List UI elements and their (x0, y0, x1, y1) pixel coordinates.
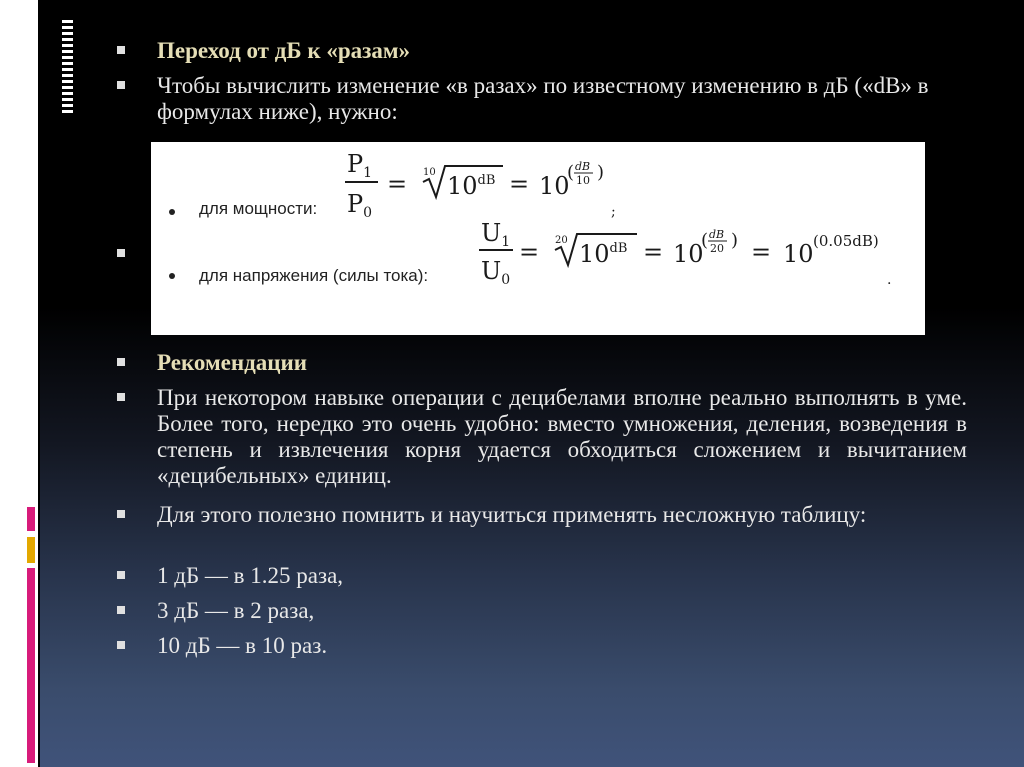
voltage-radicand: $10^{dB}$ (579, 240, 628, 268)
heading-text: Рекомендации (157, 350, 307, 375)
voltage-eq-2: = (643, 238, 664, 266)
power-exp-paren-close: ) (597, 162, 605, 183)
bullet-square-icon (117, 73, 126, 82)
accent-bar-pink-top (27, 507, 35, 531)
bullet-square-icon (117, 385, 126, 394)
formula-image (151, 142, 925, 335)
voltage-lhs-den: $U_0$ (481, 257, 511, 288)
power-exp-den: 10 (576, 174, 590, 187)
voltage-root-index: 20 (555, 235, 568, 246)
bullet-square-icon (117, 633, 126, 642)
table-intro-text: Для этого полезно помнить и научиться применять несложную таблицу: (157, 502, 867, 527)
bullet-square-icon (117, 502, 126, 511)
power-eq-2: = (509, 170, 530, 198)
voltage-exp-paren-open: ( (701, 230, 709, 251)
bullet-square-icon (117, 38, 126, 47)
power-base: 10 (539, 172, 570, 200)
power-label: для мощности: (199, 199, 318, 218)
intro-text: Чтобы вычислить изменение «в разах» по известному изменению в дБ («dB» в формулах ниже), нужно: (157, 73, 929, 124)
voltage-alt-exp: (0.05dB) (813, 232, 879, 250)
power-lhs-den: $P_0$ (347, 190, 373, 221)
power-exp-paren-open: ( (567, 162, 575, 183)
accent-bar-gold (27, 537, 35, 563)
power-lhs-num: $P_1$ (347, 150, 373, 181)
voltage-exp-paren-close: ) (731, 230, 739, 251)
voltage-label: для напряжения (силы тока): (199, 266, 429, 285)
voltage-exp-num: dB (709, 228, 725, 241)
voltage-lhs-num: $U_1$ (481, 219, 511, 250)
power-exp-num: dB (575, 160, 591, 173)
bullet-square-icon (117, 350, 126, 359)
power-root-index: 10 (423, 167, 436, 178)
power-trailing-mark: ; (611, 204, 616, 220)
recommendation-text: При некотором навыке операции с децибелами вполне реально выполнять в уме. Более того, нередко это очень удобно: вместо умножения, деления, возведения в степень и извлечения корня удается обходиться сложением и вычитанием «децибельных» единиц. (157, 385, 967, 488)
voltage-trailing-dot: . (887, 272, 892, 288)
voltage-base-2: 10 (783, 240, 814, 268)
voltage-eq-1: = (519, 238, 540, 266)
bullet-square-icon (117, 563, 126, 572)
voltage-base: 10 (673, 240, 704, 268)
bullet-square-icon (117, 241, 126, 250)
voltage-exp-den: 20 (710, 242, 724, 255)
accent-bar-pink-bottom (27, 568, 35, 763)
formula-svg (151, 142, 925, 335)
slide: Переход от дБ к «разам» Чтобы вычислить изменение «в разах» по известному изменению в дБ («dB» в формулах ниже), нужно: Рекомендации При некотором навыке операции с децибелами вполне реально выполнять в уме. Более того, нередко это очень удобно: вместо умножения, деления, возведения в степень и извлечения корня удается обходиться сложением и вычитанием «децибельных» единиц. Для этого полезно помнить и научиться применять несложную таблицу: 1 дБ — в 1.25 раза, 3 дБ — в 2 раза, 10 дБ — в 10 раз. для мощности: для напряжения (силы тока): $P_1$ $P_0$ = 10 $10^{dB}$ = 10 ( dB 10 ) ; $U_1$ $U_0$ = 20 $10^{dB}$ = 10 ( dB 20 ) = 10 (0.05dB) . (0, 0, 1024, 767)
heading-text: Переход от дБ к «разам» (157, 38, 411, 63)
voltage-eq-3: = (751, 238, 772, 266)
power-eq-1: = (387, 170, 408, 198)
bullet-square-icon (117, 598, 126, 607)
power-radicand: $10^{dB}$ (447, 172, 496, 200)
